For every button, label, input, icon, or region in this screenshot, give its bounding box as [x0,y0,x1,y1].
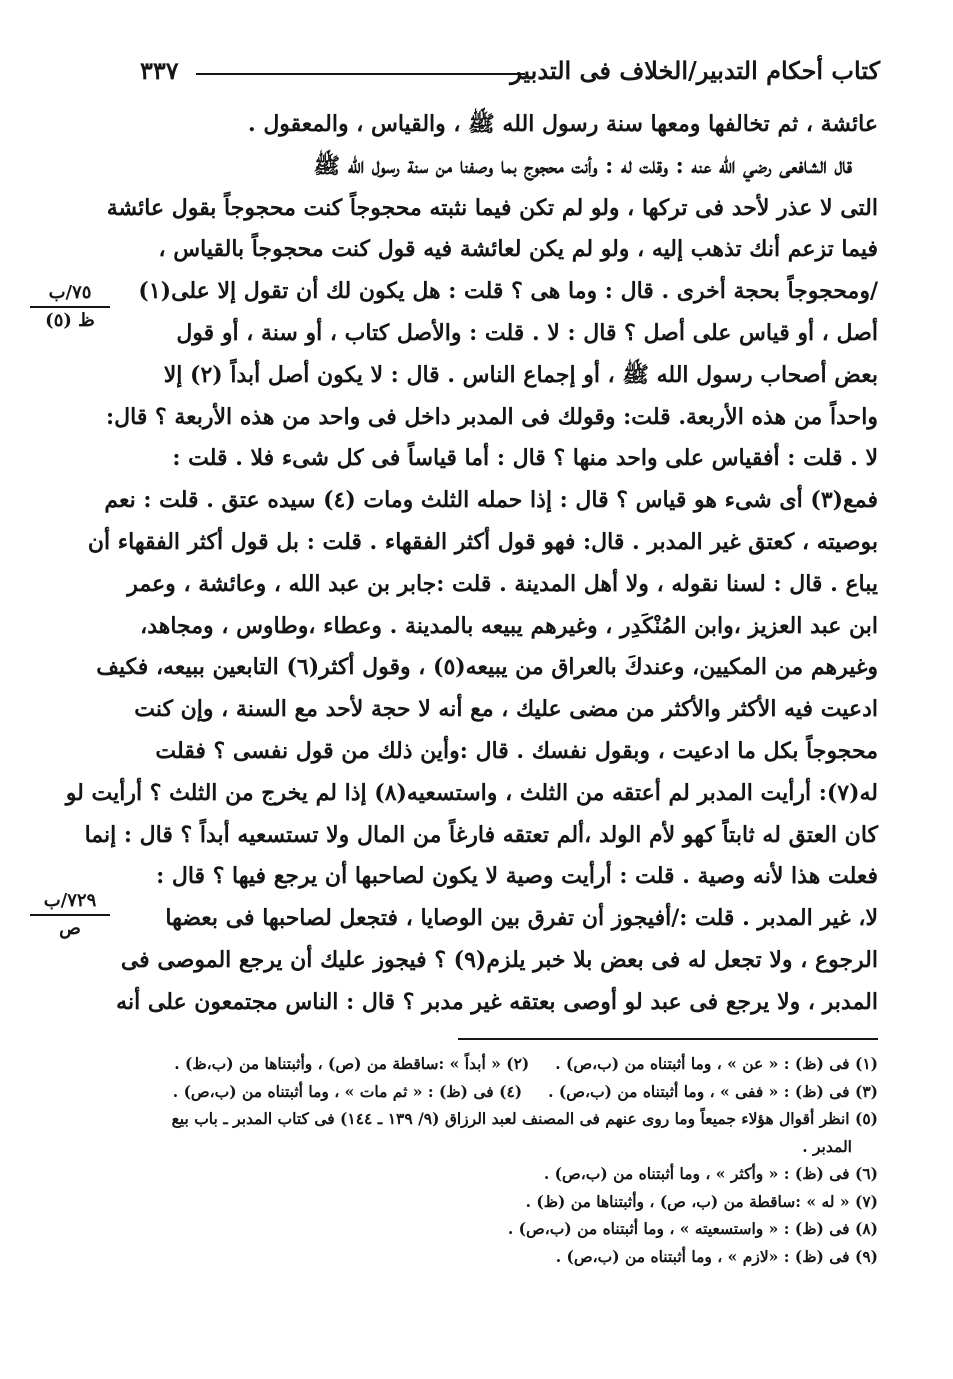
footnote-6: (٦) فى (ظ) : « وأكثر » ، وما أثبتناه من (ب،ص) . [543,1164,878,1183]
footnote-5: (٥) انظر أقوال هؤلاء جميعاً وما روى عنهم فى المصنف لعبد الرزاق (٩/ ١٣٩ ـ ١٤٤) فى كتاب المدبر ـ باب بيع [171,1109,878,1128]
margin-note-folio-1 [30,282,110,332]
text-line: وغيرهم من المكيين، وعندكَ بالعراق من يبيعه(٥) ، وقول أكثر(٦) التابعين ببيعه، فكيف [96,654,878,681]
header-rule [196,73,525,75]
text-line: قال الشافعى رضي الله عنه : وقلت له : وأنت محجوج بما وصفنا من سنة رسول الله ﷺ [313,152,852,179]
text-line: ابن عبد العزيز ،وابن المُنْكَدِر ، وغيرهم يبيعه بالمدينة . وعطاء ،وطاوس ، ومجاهد، [140,612,878,639]
footnote-8: (٨) فى (ظ) : « واستسعيته » ، وما أثبتناه من (ب،ص) . [507,1219,878,1238]
text-line: أصل ، أو قياس على أصل ؟ قال : لا . قلت : والأصل كتاب ، أو سنة ، أو قول [176,319,878,346]
page-header [140,56,880,96]
text-line: لا . قلت : أفقياس على واحد منها ؟ قال : أما قياساً فى كل شىء فلا . قلت : [172,445,878,472]
text-line: بوصيته ، كعتق غير المدبر . قال: فهو قول أكثر الفقهاء . قلت : بل قول أكثر الفقهاء أن [87,528,878,555]
page-number: ٣٣٧ [140,56,179,85]
margin-note-folio: ٧٢٩/ب [30,890,110,916]
text-line: يباع . قال : لسنا نقوله ، ولا أهل المدينة . قلت :جابر بن عبد الله ، وعائشة ، وعمر [127,570,878,597]
text-line: فعلت هذا لأنه وصية . قلت : أرأيت وصية لا يكون لصاحبها أن يرجع فيها ؟ قال : [156,863,878,890]
margin-note-manuscript: ص [59,918,81,939]
footnote-2: (٢) « أبداً » :ساقطة من (ص) ، وأثبتناها من (ب،ظ) . [174,1054,530,1073]
text-line: ادعيت فيه الأكثر والأكثر من مضى عليك ، مع أنه لا حجة لأحد مع السنة ، وإن كنت [134,696,878,723]
footnote-1: (١) فى (ظ) : « عن » ، وما أثبتناه من (ب،ص) . [555,1054,878,1073]
margin-note-folio-2 [30,890,110,940]
text-line: عائشة ، ثم تخالفها ومعها سنة رسول الله ﷺ ، والقياس ، والمعقول . [248,111,878,137]
text-line: واحداً من هذه الأربعة. قلت: وقولك فى المدبر داخل فى واحد من هذه الأربعة ؟ قال: [106,403,878,430]
running-head-title: كتاب أحكام التدبير/الخلاف فى التدبير [510,56,880,85]
text-line: المدبر ، ولا يرجع فى عبد لو أوصى بعتقه غير مدبر ؟ قال : الناس مجتمعون على أنه [116,988,878,1015]
footnote-row [130,1078,878,1106]
text-line: بعض أصحاب رسول الله ﷺ ، أو إجماع الناس . قال : لا يكون أصل أبداً (٢) إلا [163,361,878,388]
text-line: فمع(٣) أى شىء هو قياس ؟ قال : إذا حمله الثلث ومات (٤) سيده عتق . قلت : نعم [104,487,878,514]
text-line: كان العتق له ثابتاً كهو لأم الولد ،ألم تعتقه فارغاً من المال ولا تستسعيه أبداً ؟ قال : إنما [84,821,878,848]
footnote-9: (٩) فى (ظ) : «لازم » ، وما أثبتناه من (ب،ص) . [555,1246,878,1266]
margin-note-folio: ٧٥/ب [30,282,110,308]
text-line: محجوجاً بكل ما ادعيت ، وبقول نفسك . قال :وأين ذلك من قول نفسى ؟ فقلت [155,737,878,764]
text-line: التى لا عذر لأحد فى تركها ، ولو لم تكن فيما نثبته محجوجاً كنت محجوجاً بقول عائشة [106,194,878,221]
margin-note-manuscript: ظ (٥) [45,310,95,331]
footnote-4: (٤) فى (ظ) : « ثم مات » ، وما أثبتناه من (ب،ص) . [172,1081,523,1101]
footnote-5-continued: المدبر . [802,1136,852,1156]
text-line: الرجوع ، ولا تجعل له فى بعض بلا خبر يلزم(٩) ؟ فيجوز عليك أن يرجع الموصى فى [120,946,878,973]
text-line: له(٧): أرأيت المدبر لم أعتقه من الثلث ، واستسعيه(٨) إذا لم يخرج من الثلث ؟ أرأيت لو [65,779,878,806]
footnote-3: (٣) فى (ظ) : « ففى » ، وما أثبتناه من (ب،ص) . [548,1081,878,1101]
text-line: /ومحجوجاً بحجة أخرى . قال : وما هى ؟ قلت : هل يكون لك أن تقول إلا على(١) [138,278,878,305]
text-line: لا، غير المدبر . قلت :/أفيجوز أن تفرق بين الوصايا ، فتجعل لصاحبها فى بعضها [165,905,878,932]
footnotes [130,1050,878,1270]
footnote-7: (٧) « له » :ساقطة من (ب، ص) ، وأثبتناها من (ظ) . [525,1191,878,1211]
text-line: فيما تزعم أنك تذهب إليه ، ولو لم يكن لعائشة فيه قول كنت محجوجاً بالقياس ، [158,236,878,263]
footnote-rule [458,1038,878,1040]
footnote-row [130,1050,878,1078]
